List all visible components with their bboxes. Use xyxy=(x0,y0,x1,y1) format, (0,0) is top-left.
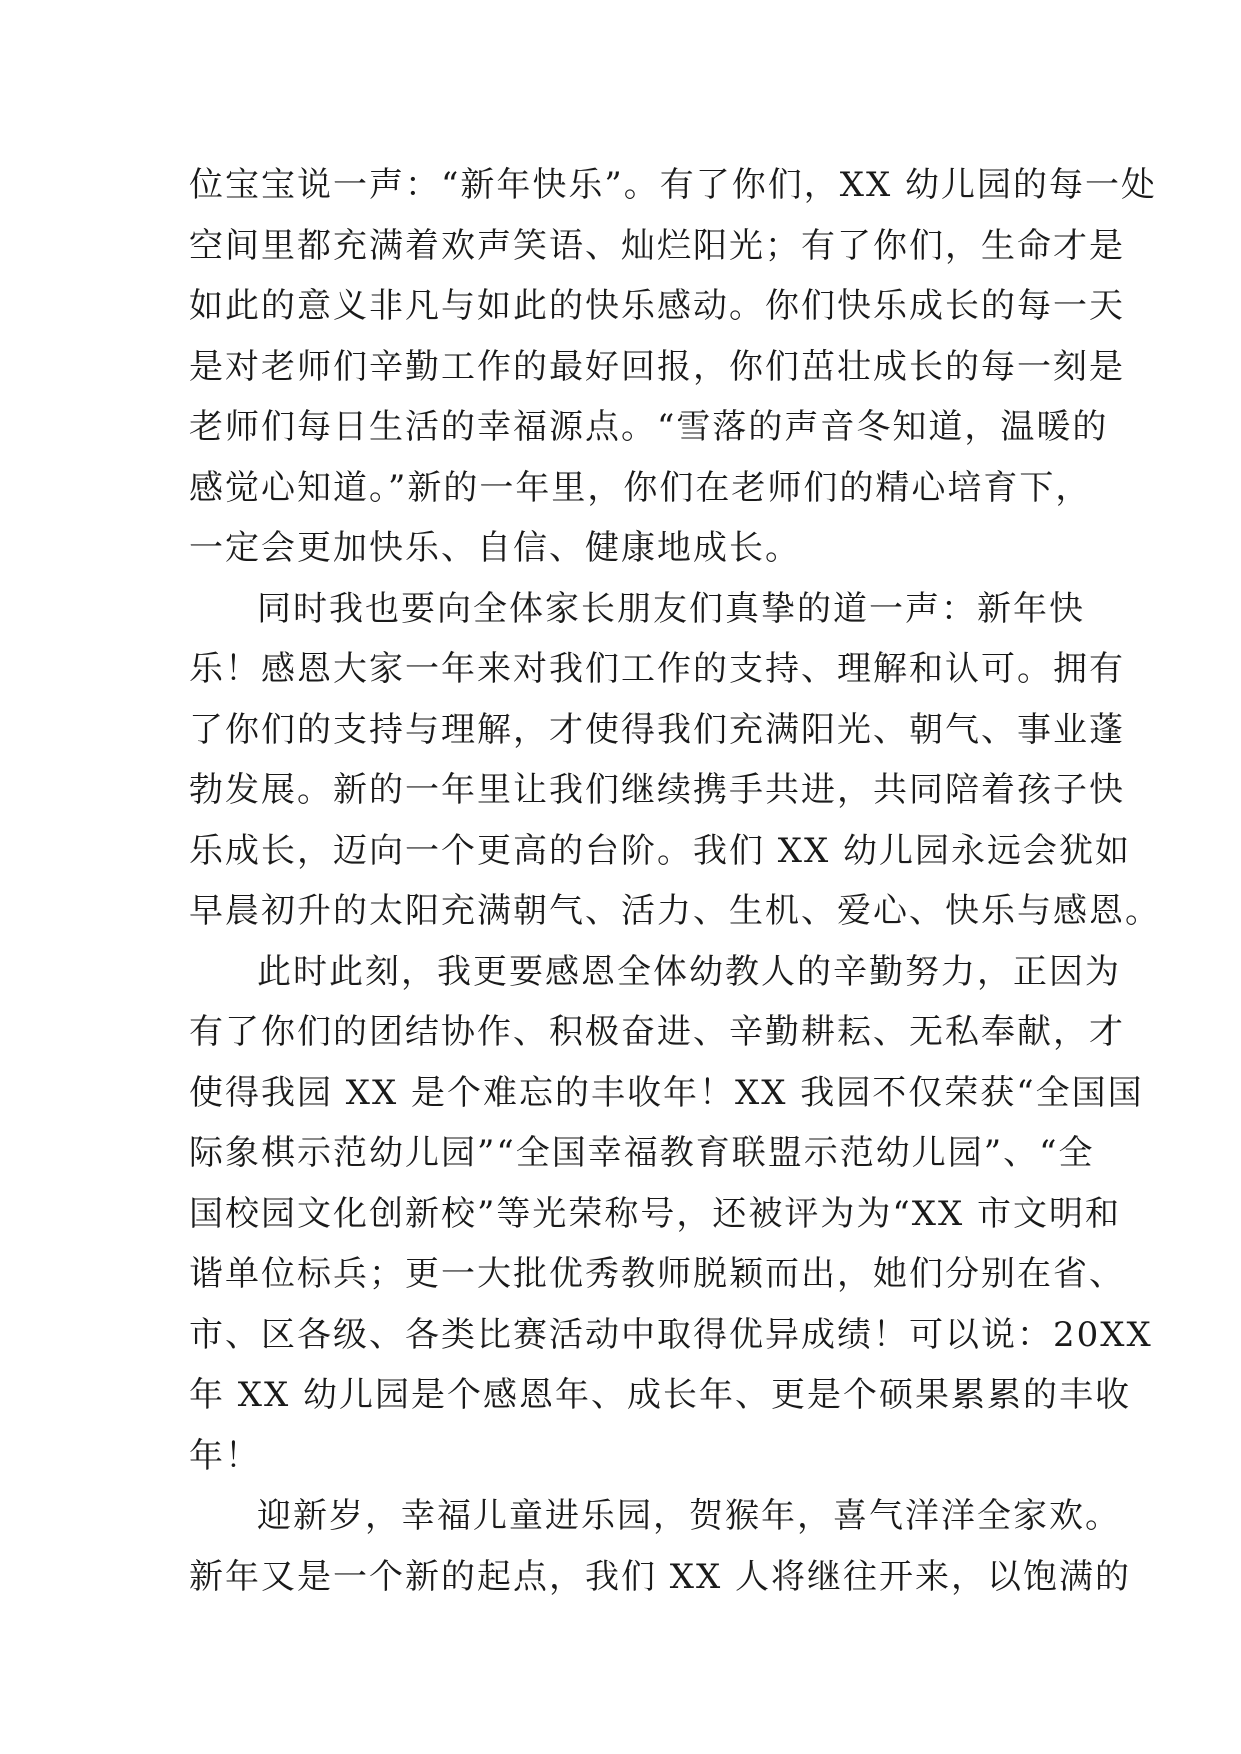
text-line: 谐单位标兵；更一大批优秀教师脱颖而出，她们分别在省、 xyxy=(189,1254,1125,1294)
text-line: 位宝宝说一声：“新年快乐”。有了你们，XX 幼儿园的每一处 xyxy=(189,165,1157,205)
paragraph-start-line: 迎新岁，幸福儿童进乐园，贺猴年，喜气洋洋全家欢。 xyxy=(257,1496,1121,1536)
text-line: 年！ xyxy=(189,1435,261,1476)
paragraph-start-line: 同时我也要向全体家长朋友们真挚的道一声：新年快 xyxy=(257,588,1085,629)
text-line: 新年又是一个新的起点，我们 XX 人将继往开来，以饱满的 xyxy=(189,1556,1132,1597)
text-line: 市、区各级、各类比赛活动中取得优异成绩！可以说：20XX xyxy=(189,1314,1153,1355)
text-line: 际象棋示范幼儿园”“全国幸福教育联盟示范幼儿园”、“全 xyxy=(189,1133,1095,1173)
text-line: 使得我园 XX 是个难忘的丰收年！XX 我园不仅荣获“全国国 xyxy=(189,1072,1144,1113)
text-line: 空间里都充满着欢声笑语、灿烂阳光；有了你们，生命才是 xyxy=(189,225,1125,266)
text-line: 乐成长，迈向一个更高的台阶。我们 XX 幼儿园永远会犹如 xyxy=(189,830,1132,871)
text-line: 是对老师们辛勤工作的最好回报，你们茁壮成长的每一刻是 xyxy=(189,346,1125,387)
paragraph-start-line: 此时此刻，我更要感恩全体幼教人的辛勤努力，正因为 xyxy=(257,951,1121,992)
text-line: 乐！感恩大家一年来对我们工作的支持、理解和认可。拥有 xyxy=(189,649,1125,689)
text-line: 勃发展。新的一年里让我们继续携手共进，共同陪着孩子快 xyxy=(189,770,1125,810)
body-text xyxy=(189,155,1161,1607)
text-line: 了你们的支持与理解，才使得我们充满阳光、朝气、事业蓬 xyxy=(189,709,1125,750)
text-line: 有了你们的团结协作、积极奋进、辛勤耕耘、无私奉献，才 xyxy=(189,1012,1125,1052)
text-line: 早晨初升的太阳充满朝气、活力、生机、爱心、快乐与感恩。 xyxy=(189,891,1161,931)
text-line: 感觉心知道。”新的一年里，你们在老师们的精心培育下， xyxy=(189,467,1092,508)
text-line: 如此的意义非凡与如此的快乐感动。你们快乐成长的每一天 xyxy=(189,286,1125,326)
text-line: 老师们每日生活的幸福源点。“雪落的声音冬知道，温暖的 xyxy=(189,407,1109,447)
text-line: 年 XX 幼儿园是个感恩年、成长年、更是个硕果累累的丰收 xyxy=(189,1375,1132,1415)
text-line: 一定会更加快乐、自信、健康地成长。 xyxy=(189,528,801,568)
text-line: 国校园文化创新校”等光荣称号，还被评为为“XX 市文明和 xyxy=(189,1193,1121,1234)
